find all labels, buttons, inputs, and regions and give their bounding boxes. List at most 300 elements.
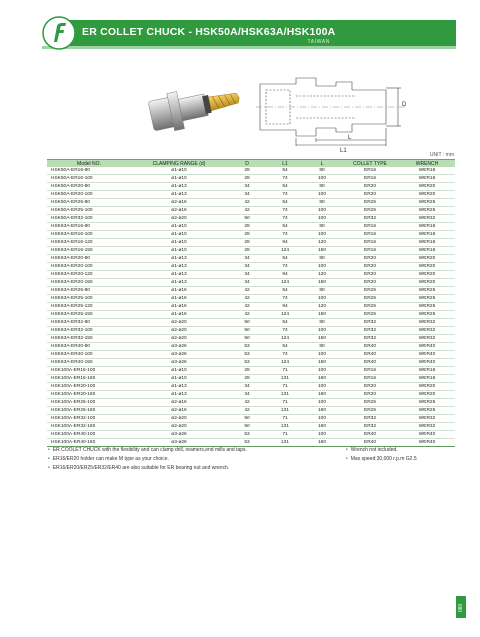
table-cell: ø3-ø26 xyxy=(131,359,227,367)
table-cell: HSK63A-ER20-100 xyxy=(47,263,131,271)
table-cell: 100 xyxy=(303,415,341,423)
table-cell: 74 xyxy=(267,175,303,183)
table-cell: ø2-ø20 xyxy=(131,215,227,223)
table-cell: HSK63A-ER16-100 xyxy=(47,231,131,239)
table-cell: HSK100A-ER40-100 xyxy=(47,431,131,439)
table-cell: ø1-ø10 xyxy=(131,167,227,175)
table-cell: ER16 xyxy=(341,247,399,255)
table-cell: 131 xyxy=(267,439,303,447)
table-cell: HSK100A-ER16-100 xyxy=(47,367,131,375)
table-cell: 131 xyxy=(267,391,303,399)
table-cell: ER32 xyxy=(341,415,399,423)
table-cell: ø2-ø20 xyxy=(131,327,227,335)
table-row xyxy=(47,295,455,303)
table-cell: 80 xyxy=(303,319,341,327)
table-cell: 131 xyxy=(267,423,303,431)
table-row xyxy=(47,175,455,183)
table-row xyxy=(47,415,455,423)
table-cell: HSK63A-ER20-120 xyxy=(47,271,131,279)
table-cell: WER25 xyxy=(399,287,455,295)
table-cell: 74 xyxy=(267,327,303,335)
table-cell: WER32 xyxy=(399,319,455,327)
table-cell: HSK63A-ER32-150 xyxy=(47,335,131,343)
table-cell: ø1-ø13 xyxy=(131,279,227,287)
table-cell: HSK100A-ER32-100 xyxy=(47,415,131,423)
spec-table-body xyxy=(47,167,455,447)
table-cell: 160 xyxy=(303,407,341,415)
table-cell: 131 xyxy=(267,375,303,383)
table-cell: ø1-ø10 xyxy=(131,367,227,375)
table-cell: 74 xyxy=(267,263,303,271)
unit-label: UNIT : mm xyxy=(429,152,454,158)
table-cell: WER20 xyxy=(399,383,455,391)
table-cell: 54 xyxy=(267,287,303,295)
table-row xyxy=(47,423,455,431)
table-cell: 63 xyxy=(227,351,267,359)
table-cell: 34 xyxy=(227,255,267,263)
table-cell: 54 xyxy=(267,255,303,263)
table-cell: ER40 xyxy=(341,359,399,367)
table-cell: 74 xyxy=(267,295,303,303)
table-cell: WER20 xyxy=(399,191,455,199)
table-cell: ER25 xyxy=(341,207,399,215)
header-subtitle: TAIWAN xyxy=(307,39,330,45)
table-cell: ø2-ø16 xyxy=(131,399,227,407)
table-row xyxy=(47,375,455,383)
table-cell: 50 xyxy=(227,215,267,223)
table-cell: HSK63A-ER25-120 xyxy=(47,303,131,311)
table-cell: 100 xyxy=(303,399,341,407)
table-cell: WER40 xyxy=(399,439,455,447)
table-cell: HSK63A-ER25-80 xyxy=(47,287,131,295)
table-cell: ø1-ø10 xyxy=(131,231,227,239)
table-row xyxy=(47,335,455,343)
table-cell: 94 xyxy=(267,271,303,279)
table-cell: ER40 xyxy=(341,351,399,359)
table-cell: ER16 xyxy=(341,167,399,175)
table-row xyxy=(47,223,455,231)
table-cell: 100 xyxy=(303,367,341,375)
table-cell: 124 xyxy=(267,279,303,287)
table-cell: 42 xyxy=(227,311,267,319)
table-cell: 42 xyxy=(227,295,267,303)
table-cell: ø1-ø10 xyxy=(131,247,227,255)
table-cell: 34 xyxy=(227,263,267,271)
table-cell: HSK100A-ER40-160 xyxy=(47,439,131,447)
table-cell: HSK50A-ER25-100 xyxy=(47,207,131,215)
table-cell: HSK100A-ER20-160 xyxy=(47,391,131,399)
table-row xyxy=(47,327,455,335)
table-cell: 54 xyxy=(267,199,303,207)
table-cell: ø1-ø16 xyxy=(131,303,227,311)
table-cell: 34 xyxy=(227,191,267,199)
table-cell: 94 xyxy=(267,303,303,311)
table-cell: 50 xyxy=(227,327,267,335)
table-cell: WER16 xyxy=(399,231,455,239)
table-cell: 34 xyxy=(227,391,267,399)
table-cell: HSK100A-ER20-100 xyxy=(47,383,131,391)
table-cell: ER20 xyxy=(341,391,399,399)
table-cell: ø3-ø26 xyxy=(131,351,227,359)
table-row xyxy=(47,255,455,263)
page-title: ER COLLET CHUCK - HSK50A/HSK63A/HSK100A xyxy=(82,26,336,38)
table-cell: ø1-ø13 xyxy=(131,271,227,279)
table-row xyxy=(47,319,455,327)
table-cell: ø2-ø16 xyxy=(131,199,227,207)
table-cell: HSK100A-ER25-160 xyxy=(47,407,131,415)
table-cell: 124 xyxy=(267,311,303,319)
table-row xyxy=(47,383,455,391)
table-cell: 28 xyxy=(227,375,267,383)
table-cell: HSK100A-ER16-160 xyxy=(47,375,131,383)
table-cell: 54 xyxy=(267,319,303,327)
table-row xyxy=(47,391,455,399)
header-stripe xyxy=(42,46,456,49)
table-cell: ER16 xyxy=(341,175,399,183)
table-cell: 71 xyxy=(267,399,303,407)
table-cell: 28 xyxy=(227,367,267,375)
table-cell: WER16 xyxy=(399,367,455,375)
dimension-label-d: D xyxy=(402,102,407,108)
table-header-row xyxy=(47,160,455,168)
table-cell: 50 xyxy=(227,319,267,327)
table-row xyxy=(47,279,455,287)
table-cell: ER25 xyxy=(341,407,399,415)
table-row xyxy=(47,215,455,223)
table-cell: ø1-ø10 xyxy=(131,223,227,231)
table-cell: 74 xyxy=(267,215,303,223)
table-cell: 34 xyxy=(227,183,267,191)
table-cell: ER16 xyxy=(341,223,399,231)
note-item: • ER COOLET CHUCK with the flexibility and can clamp drill, reamers,end mills and taps. xyxy=(48,447,247,453)
table-cell: 63 xyxy=(227,439,267,447)
table-cell: 100 xyxy=(303,231,341,239)
table-row xyxy=(47,231,455,239)
table-cell: 150 xyxy=(303,247,341,255)
table-cell: ER40 xyxy=(341,439,399,447)
table-row xyxy=(47,191,455,199)
table-cell: ø2-ø20 xyxy=(131,335,227,343)
col-header: Model NO. xyxy=(47,160,131,168)
table-cell: HSK63A-ER25-100 xyxy=(47,295,131,303)
table-cell: 42 xyxy=(227,287,267,295)
table-cell: ø2-ø16 xyxy=(131,407,227,415)
table-cell: 80 xyxy=(303,223,341,231)
table-cell: 80 xyxy=(303,255,341,263)
table-cell: WER25 xyxy=(399,399,455,407)
table-row xyxy=(47,271,455,279)
table-cell: 80 xyxy=(303,343,341,351)
table-row xyxy=(47,311,455,319)
table-cell: 100 xyxy=(303,295,341,303)
table-cell: HSK63A-ER16-80 xyxy=(47,223,131,231)
table-cell: ø3-ø26 xyxy=(131,431,227,439)
table-cell: ø3-ø26 xyxy=(131,343,227,351)
table-cell: 100 xyxy=(303,175,341,183)
table-cell: 42 xyxy=(227,303,267,311)
table-cell: 150 xyxy=(303,311,341,319)
table-cell: 120 xyxy=(303,271,341,279)
table-cell: 74 xyxy=(267,207,303,215)
table-cell: ER32 xyxy=(341,215,399,223)
table-row xyxy=(47,199,455,207)
table-cell: 42 xyxy=(227,207,267,215)
table-cell: 42 xyxy=(227,199,267,207)
table-cell: HSK63A-ER25-150 xyxy=(47,311,131,319)
table-cell: ø1-ø13 xyxy=(131,391,227,399)
table-row xyxy=(47,183,455,191)
col-header: D xyxy=(227,160,267,168)
table-cell: ø1-ø13 xyxy=(131,255,227,263)
note-item: • ER16/ER20 holder can make M type as your choice. xyxy=(48,456,169,462)
table-row xyxy=(47,207,455,215)
table-cell: WER20 xyxy=(399,279,455,287)
table-row xyxy=(47,343,455,351)
col-header: L xyxy=(303,160,341,168)
dimension-drawing xyxy=(256,66,416,154)
table-cell: WER25 xyxy=(399,311,455,319)
table-cell: 100 xyxy=(303,263,341,271)
table-cell: ø2-ø20 xyxy=(131,319,227,327)
table-cell: HSK100A-ER25-100 xyxy=(47,399,131,407)
table-cell: 150 xyxy=(303,279,341,287)
table-cell: WER16 xyxy=(399,239,455,247)
table-cell: WER25 xyxy=(399,295,455,303)
table-cell: ER20 xyxy=(341,383,399,391)
table-cell: 160 xyxy=(303,375,341,383)
table-cell: 28 xyxy=(227,167,267,175)
table-cell: 71 xyxy=(267,383,303,391)
table-cell: 28 xyxy=(227,239,267,247)
table-cell: 74 xyxy=(267,231,303,239)
table-cell: 94 xyxy=(267,239,303,247)
table-cell: WER40 xyxy=(399,431,455,439)
table-cell: ER25 xyxy=(341,287,399,295)
table-row xyxy=(47,407,455,415)
table-cell: ER32 xyxy=(341,335,399,343)
table-cell: WER20 xyxy=(399,391,455,399)
table-cell: ER32 xyxy=(341,319,399,327)
table-cell: 160 xyxy=(303,423,341,431)
table-cell: HSK63A-ER20-80 xyxy=(47,255,131,263)
page-number: 080 xyxy=(458,603,464,612)
table-cell: ER20 xyxy=(341,271,399,279)
table-cell: WER32 xyxy=(399,215,455,223)
table-cell: 74 xyxy=(267,191,303,199)
table-cell: ER40 xyxy=(341,343,399,351)
table-cell: 28 xyxy=(227,231,267,239)
table-cell: WER16 xyxy=(399,175,455,183)
col-header: CLAMPING RANGE (d) xyxy=(131,160,227,168)
table-cell: ø1-ø13 xyxy=(131,383,227,391)
table-cell: ER40 xyxy=(341,431,399,439)
table-cell: 100 xyxy=(303,327,341,335)
table-cell: ø1-ø16 xyxy=(131,311,227,319)
table-cell: HSK63A-ER20-150 xyxy=(47,279,131,287)
table-cell: 80 xyxy=(303,167,341,175)
table-cell: 71 xyxy=(267,431,303,439)
table-cell: 160 xyxy=(303,439,341,447)
table-cell: WER20 xyxy=(399,183,455,191)
table-cell: 50 xyxy=(227,415,267,423)
table-cell: WER40 xyxy=(399,343,455,351)
table-row xyxy=(47,359,455,367)
table-cell: WER16 xyxy=(399,375,455,383)
table-cell: ER16 xyxy=(341,367,399,375)
dimension-label-l: L xyxy=(348,135,352,141)
table-cell: ø1-ø16 xyxy=(131,287,227,295)
table-cell: ER32 xyxy=(341,327,399,335)
table-cell: WER32 xyxy=(399,423,455,431)
table-row xyxy=(47,399,455,407)
table-cell: 100 xyxy=(303,215,341,223)
table-cell: ER20 xyxy=(341,183,399,191)
table-cell: WER25 xyxy=(399,207,455,215)
table-cell: ER16 xyxy=(341,375,399,383)
table-cell: WER32 xyxy=(399,335,455,343)
table-row xyxy=(47,263,455,271)
table-cell: HSK63A-ER16-150 xyxy=(47,247,131,255)
table-cell: ER16 xyxy=(341,239,399,247)
table-cell: WER40 xyxy=(399,359,455,367)
table-cell: 80 xyxy=(303,287,341,295)
table-cell: ER25 xyxy=(341,199,399,207)
table-cell: ø1-ø16 xyxy=(131,295,227,303)
table-cell: 150 xyxy=(303,359,341,367)
table-cell: ER25 xyxy=(341,295,399,303)
table-cell: WER16 xyxy=(399,167,455,175)
table-cell: ER32 xyxy=(341,423,399,431)
table-cell: 34 xyxy=(227,271,267,279)
table-cell: 120 xyxy=(303,303,341,311)
table-cell: 71 xyxy=(267,415,303,423)
table-cell: HSK50A-ER25-80 xyxy=(47,199,131,207)
col-header: WRENCH xyxy=(399,160,455,168)
table-cell: 54 xyxy=(267,167,303,175)
table-cell: ø2-ø20 xyxy=(131,423,227,431)
table-cell: 34 xyxy=(227,279,267,287)
table-cell: 42 xyxy=(227,407,267,415)
table-cell: ø2-ø16 xyxy=(131,207,227,215)
collet-chuck-photo xyxy=(148,62,242,150)
table-cell: 100 xyxy=(303,383,341,391)
table-cell: WER25 xyxy=(399,407,455,415)
table-cell: WER20 xyxy=(399,271,455,279)
table-row xyxy=(47,239,455,247)
table-cell: HSK50A-ER20-80 xyxy=(47,183,131,191)
table-row xyxy=(47,303,455,311)
table-cell: 54 xyxy=(267,223,303,231)
table-cell: 54 xyxy=(267,183,303,191)
table-row xyxy=(47,167,455,175)
table-cell: ER20 xyxy=(341,263,399,271)
table-cell: 80 xyxy=(303,183,341,191)
table-cell: HSK100A-ER32-160 xyxy=(47,423,131,431)
dimension-label-l1: L1 xyxy=(340,148,347,154)
table-cell: WER16 xyxy=(399,223,455,231)
table-cell: 124 xyxy=(267,359,303,367)
table-cell: 150 xyxy=(303,335,341,343)
notes-left xyxy=(48,446,338,473)
table-row xyxy=(47,287,455,295)
table-cell: 100 xyxy=(303,351,341,359)
table-cell: ER25 xyxy=(341,399,399,407)
table-cell: 80 xyxy=(303,199,341,207)
table-cell: HSK63A-ER32-100 xyxy=(47,327,131,335)
table-cell: WER32 xyxy=(399,415,455,423)
table-cell: 63 xyxy=(227,343,267,351)
table-cell: ER20 xyxy=(341,279,399,287)
table-cell: ER25 xyxy=(341,303,399,311)
table-cell: WER32 xyxy=(399,327,455,335)
table-cell: ø1-ø10 xyxy=(131,375,227,383)
table-cell: ø1-ø13 xyxy=(131,183,227,191)
table-cell: 124 xyxy=(267,335,303,343)
table-cell: HSK50A-ER32-100 xyxy=(47,215,131,223)
table-cell: 63 xyxy=(227,359,267,367)
table-cell: 71 xyxy=(267,367,303,375)
table-cell: ø3-ø26 xyxy=(131,439,227,447)
table-cell: HSK50A-ER16-80 xyxy=(47,167,131,175)
table-cell: WER40 xyxy=(399,351,455,359)
table-cell: WER20 xyxy=(399,255,455,263)
table-cell: 100 xyxy=(303,431,341,439)
col-header: L1 xyxy=(267,160,303,168)
table-cell: ER25 xyxy=(341,311,399,319)
table-cell: WER20 xyxy=(399,263,455,271)
note-item: • Wrench not included. xyxy=(346,447,398,453)
f-logo-icon xyxy=(42,16,76,50)
table-cell: ER20 xyxy=(341,255,399,263)
note-item: • Max speed:30,000 r.p.m G2.5 xyxy=(346,456,417,462)
table-cell: 42 xyxy=(227,399,267,407)
table-cell: ø1-ø10 xyxy=(131,239,227,247)
table-cell: 131 xyxy=(267,407,303,415)
notes-right xyxy=(346,446,456,464)
table-cell: 28 xyxy=(227,175,267,183)
table-cell: 28 xyxy=(227,223,267,231)
table-row xyxy=(47,247,455,255)
table-cell: ø2-ø20 xyxy=(131,415,227,423)
table-cell: 74 xyxy=(267,351,303,359)
table-cell: ø1-ø13 xyxy=(131,191,227,199)
table-cell: ø1-ø13 xyxy=(131,263,227,271)
table-row xyxy=(47,431,455,439)
table-cell: 50 xyxy=(227,423,267,431)
table-cell: 28 xyxy=(227,247,267,255)
table-cell: HSK63A-ER16-120 xyxy=(47,239,131,247)
table-cell: WER16 xyxy=(399,247,455,255)
table-cell: HSK50A-ER20-100 xyxy=(47,191,131,199)
col-header: COLLET TYPE xyxy=(341,160,399,168)
table-cell: ER20 xyxy=(341,191,399,199)
table-cell: 100 xyxy=(303,191,341,199)
table-cell: WER25 xyxy=(399,303,455,311)
table-cell: HSK63A-ER40-150 xyxy=(47,359,131,367)
table-cell: 63 xyxy=(227,431,267,439)
table-cell: HSK63A-ER40-100 xyxy=(47,351,131,359)
table-cell: WER25 xyxy=(399,199,455,207)
table-cell: ER16 xyxy=(341,231,399,239)
table-cell: 124 xyxy=(267,247,303,255)
table-row xyxy=(47,367,455,375)
table-cell: 34 xyxy=(227,383,267,391)
table-row xyxy=(47,351,455,359)
table-cell: 54 xyxy=(267,343,303,351)
table-cell: 100 xyxy=(303,207,341,215)
note-item: • ER16/ER20/ER25/ER32/ER40 are also suitable for ER bearing nut and wrench. xyxy=(48,465,230,471)
spec-table xyxy=(47,159,455,447)
